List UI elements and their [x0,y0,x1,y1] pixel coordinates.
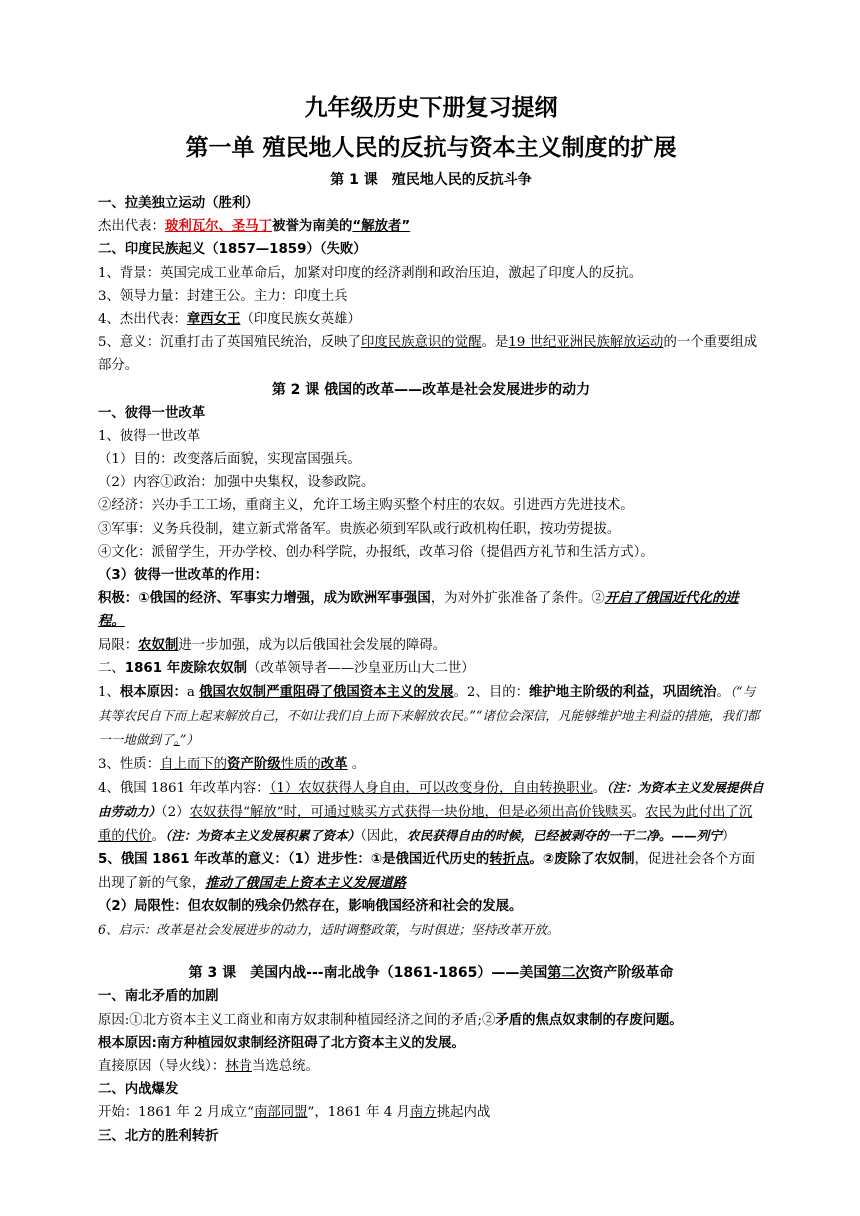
l2-content-culture: ④文化：派留学生，开办学校、创办科学院，办报纸，改革习俗（提倡西方礼节和生活方式）。 [98,544,654,560]
l3-heading-3: 三、北方的胜利转折 [98,1128,219,1144]
l3-causes: 原因:①北方资本主义工商业和南方奴隶制种植园经济之间的矛盾;②矛盾的焦点奴隶制的存废问题。 [98,1012,683,1028]
l2-sub-1: 1、彼得一世改革 [98,428,201,444]
lesson-3-title: 第 3 课 美国内战---南北战争（1861-1865）——美国第二次资产阶级革命 [188,965,674,982]
l2-heading-2: 二、1861 年废除农奴制（改革领导者——沙皇亚历山大二世） [98,660,475,676]
l2-goal: （1）目的：改变落后面貌，实现富国强兵。 [98,452,361,468]
l2-reform-nature: 3、性质：自上而下的资产阶级性质的改革 。 [98,756,366,772]
l3-direct-cause: 直接原因（导火线）：林肯当选总统。 [98,1058,319,1074]
l1-point-3: 3、领导力量：封建王公。主力：印度土兵 [98,288,348,304]
l3-heading-1: 一、南北矛盾的加剧 [98,989,219,1005]
l2-reform-significance: 5、俄国 1861 年改革的意义：（1）进步性：①是俄国近代历史的转折点。②废除了农奴制，促进社会各个方面出现了新的气象，推动了俄国走上资本主义发展道路 [98,852,756,891]
lesson-1-title: 第 1 课 殖民地人民的反抗斗争 [330,172,532,188]
l3-root-cause: 根本原因:南方种植园奴隶制经济阻碍了北方资本主义的发展。 [98,1035,465,1051]
l2-limitation: 局限：农奴制进一步加强，成为以后俄国社会发展的障碍。 [98,637,447,653]
unit-title: 第一单 殖民地人民的反抗与资本主义制度的扩展 [185,135,677,161]
l2-content-politics: （2）内容①政治：加强中央集权，设参政院。 [98,475,375,491]
l1-point-4: 4、杰出代表：章西女王（印度民族女英雄） [98,312,361,328]
l1-heading-2: 二、印度民族起义（1857—1859）（失败） [98,242,367,258]
section-gap [98,941,764,961]
liberator-names: 玻利瓦尔、圣马丁 [164,219,273,235]
l2-content-military: ③军事：义务兵役制，建立新式常备军。贵族必须到军队或行政机构任职，按功劳提拔。 [98,521,621,537]
l1-point-5: 5、意义：沉重打击了英国殖民统治，反映了印度民族意识的觉醒。是19 世纪亚洲民族解放运动的一个重要组成部分。 [98,335,758,374]
l3-war-start: 开始：1861 年 2 月成立“南部同盟”，1861 年 4 月南方挑起内战 [98,1105,491,1121]
l2-reform-lesson: 6、启示：改革是社会发展进步的动力，适时调整政策，与时俱进；坚持改革开放。 [98,922,560,938]
l2-positive: 积极：①俄国的经济、军事实力增强，成为欧洲军事强国，为对外扩张准备了条件。②开启了俄国近代化的进程。 [98,591,739,630]
l2-heading-1: 一、彼得一世改革 [98,405,206,421]
l3-heading-2: 二、内战爆发 [98,1082,179,1098]
l2-reform-cause: 1、根本原因：a 俄国农奴制严重阻碍了俄国资本主义的发展。2、目的：维护地主阶级的利益，巩固统治。（“与其等农民自下而上起来解放自己，不如让我们自上而下来解放农民。”“诸位会深信，凡能够维护地主利益的措施，我们都一一地做到了。”） [98,684,760,748]
l2-reform-limits: （2）局限性：但农奴制的残余仍然存在，影响俄国经济和社会的发展。 [98,898,523,914]
l1-representatives: 杰出代表：玻利瓦尔、圣马丁被誉为南美的“解放者” [98,219,411,235]
lesson-2-title: 第 2 课 俄国的改革——改革是社会发展进步的动力 [271,381,591,398]
l2-content-economy: ②经济：兴办手工工场，重商主义，允许工场主购买整个村庄的农奴。引进西方先进技术。 [98,498,634,514]
l2-reform-content: 4、俄国 1861 年改革内容：（1）农奴获得人身自由，可以改变身份，自由转换职业。（注：为资本主义发展提供自由劳动力）（2）农奴获得“解放”时，可通过赎买方式获得一块份地，但是必须出高价钱赎买。农民为此付出了沉重的代价。（注：为资本主义发展积累了资本）（因此，农民获得自由的时候，已经被剥夺的一干二净。——列宁） [98,779,764,845]
l1-heading-1: 一、拉美独立运动（胜利） [98,196,259,211]
document-title: 九年级历史下册复习提纲 [304,95,558,121]
l2-effects-heading: （3）彼得一世改革的作用： [98,568,269,584]
l1-point-1: 1、背景：英国完成工业革命后，加紧对印度的经济剥削和政治压迫，激起了印度人的反抗。 [98,265,643,281]
